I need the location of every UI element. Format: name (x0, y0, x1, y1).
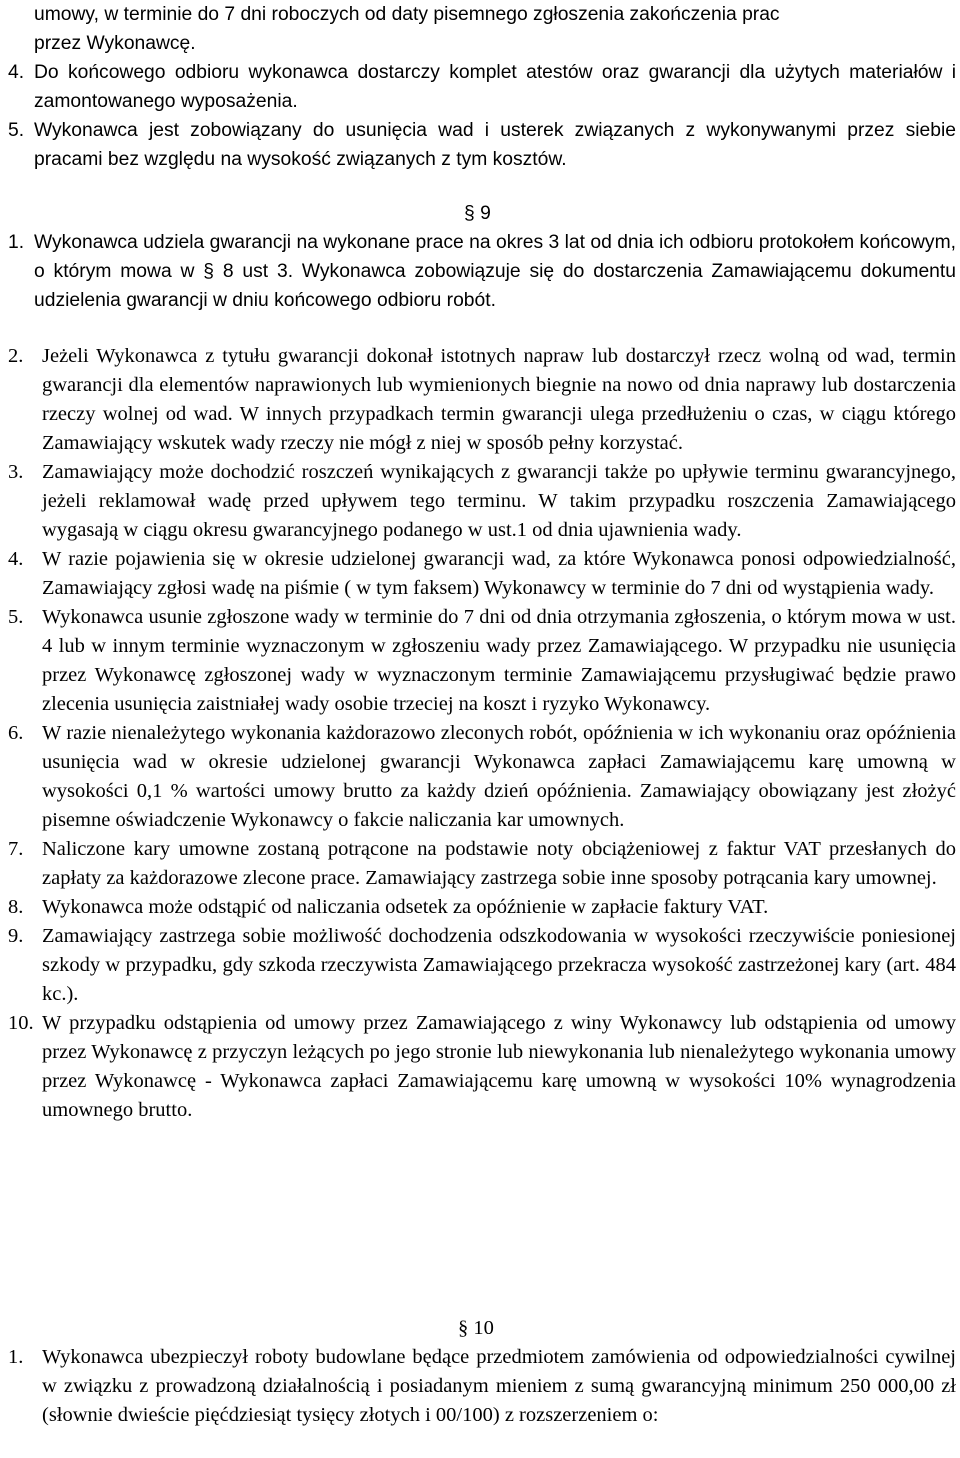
continuation-line: umowy, w terminie do 7 dni roboczych od daty pisemnego zgłoszenia zakończenia prac (34, 4, 780, 25)
list-item (8, 116, 956, 174)
section-9-body (8, 342, 956, 1125)
item-number: 8. (8, 896, 24, 918)
list-item (8, 545, 956, 603)
item-number: 1. (8, 1346, 24, 1368)
section-heading: § 9 (464, 203, 491, 224)
section-10-body (8, 1343, 956, 1430)
section-heading: § 10 (458, 1317, 494, 1339)
item-number: 4. (8, 548, 24, 570)
item-number: 2. (8, 345, 24, 367)
item-text: Zamawiający może dochodzić roszczeń wynikających z gwarancji także po upływie terminu gwarancyjnego, jeżeli reklamował wadę przed upływem tego terminu. W takim przypadku roszczenia Zamawiającego wygasają w ciągu okresu gwarancyjnego podanego w ust.1 od dnia ujawnienia wady. (42, 461, 956, 541)
list-item (8, 1343, 956, 1430)
item-text: Jeżeli Wykonawca z tytułu gwarancji dokonał istotnych napraw lub dostarczył rzecz wolną od wad, termin gwarancji dla elementów naprawionych lub wymienionych biegnie na nowo od dnia naprawy lub dostarczenia rzeczy wolnej od wad. W innych przypadkach termin gwarancji ulega przedłużeniu o czas, w ciągu którego Zamawiający wskutek wady rzeczy nie mógł z niej w sposób pełny korzystać. (42, 345, 956, 454)
item-number: 4. (8, 62, 25, 83)
top-section (8, 0, 956, 174)
section-9-intro (8, 228, 956, 315)
item-number: 6. (8, 722, 24, 744)
item-text: Wykonawca udziela gwarancji na wykonane prace na okres 3 lat od dnia ich odbioru protokołem końcowym, o którym mowa w § 8 ust 3. Wykonawca zobowiązuje się do dostarczenia Zamawiającemu dokumentu udzielenia gwarancji w dniu końcowego odbioru robót. (34, 232, 956, 311)
item-number: 5. (8, 606, 24, 628)
item-text: W razie pojawienia się w okresie udzielonej gwarancji wad, za które Wykonawca ponosi odpowiedzialność, Zamawiający zgłosi wadę na piśmie ( w tym faksem) Wykonawcy w terminie do 7 dni od wystąpienia wady. (42, 548, 956, 599)
list-item (8, 835, 956, 893)
list-item (8, 603, 956, 719)
list-item (8, 1009, 956, 1125)
item-text: Wykonawca jest zobowiązany do usunięcia wad i usterek związanych z wykonywanymi przez siebie pracami bez względu na wysokość związanych z tym kosztów. (34, 120, 956, 170)
list-item (8, 228, 956, 315)
list-item (8, 458, 956, 545)
item-text: Naliczone kary umowne zostaną potrącone na podstawie noty obciążeniowej z faktur VAT przesłanych do zapłaty za każdorazowe zlecone prace. Zamawiający zastrzega sobie inne sposoby potrącania kary umownej. (42, 838, 956, 889)
item-text: Zamawiający zastrzega sobie możliwość dochodzenia odszkodowania w wysokości rzeczywiście poniesionej szkody w przypadku, gdy szkoda rzeczywista Zamawiającego przekracza wysokość zastrzeżonej kary (art. 484 kc.). (42, 925, 956, 1005)
item-text: Do końcowego odbioru wykonawca dostarczy komplet atestów oraz gwarancji dla użytych materiałów i zamontowanego wyposażenia. (34, 62, 956, 112)
continuation-line: przez Wykonawcę. (34, 33, 196, 54)
item-text: W przypadku odstąpienia od umowy przez Zamawiającego z winy Wykonawcy lub odstąpienia od umowy przez Wykonawcę z przyczyn leżących po jego stronie lub niewykonania lub nienależytego wykonania umowy przez Wykonawcę - Wykonawca zapłaci Zamawiającemu karę umowną w wysokości 10% wynagrodzenia umownego brutto. (42, 1012, 956, 1121)
item-number: 10. (8, 1012, 34, 1034)
item-text: W razie nienależytego wykonania każdorazowo zleconych robót, opóźnienia w ich wykonaniu oraz opóźnienia usunięcia wad w okresie udzielonej gwarancji Wykonawca zapłaci Zamawiającemu karę umowną w wysokości 0,1 % wartości umowy brutto za każdy dzień opóźnienia. Zamawiający obowiązany jest złożyć pisemne oświadczenie Wykonawcy o fakcie naliczania kar umownych. (42, 722, 956, 831)
item-text: Wykonawca ubezpieczył roboty budowlane będące przedmiotem zamówienia od odpowiedzialności cywilnej w związku z prowadzoną działalnością i posiadanym mieniem z sumą gwarancyjną minimum 250 000,00 zł (słownie dwieście pięćdziesiąt tysięcy złotych i 00/100) z rozszerzeniem o: (42, 1346, 956, 1426)
list-item (8, 719, 956, 835)
item-text: Wykonawca usunie zgłoszone wady w terminie do 7 dni od dnia otrzymania zgłoszenia, o którym mowa w ust. 4 lub w innym terminie wyznaczonym w zgłoszeniu wady przez Zamawiającego. W przypadku nie usunięcia przez Wykonawcę zgłoszonej wady w wyznaczonym terminie Zamawiającemu przysługiwać będzie prawo zlecenia usunięcia zaistniałej wady osobie trzeciej na koszt i ryzyko Wykonawcy. (42, 606, 956, 715)
list-item (8, 893, 956, 922)
item-text: Wykonawca może odstąpić od naliczania odsetek za opóźnienie w zapłacie faktury VAT. (42, 896, 769, 918)
item-number: 9. (8, 925, 24, 947)
list-item (8, 342, 956, 458)
item-number: 5. (8, 120, 25, 141)
item-number: 7. (8, 838, 24, 860)
item-number: 1. (8, 232, 25, 253)
item-number: 3. (8, 461, 24, 483)
list-item (8, 922, 956, 1009)
list-item (8, 58, 956, 116)
